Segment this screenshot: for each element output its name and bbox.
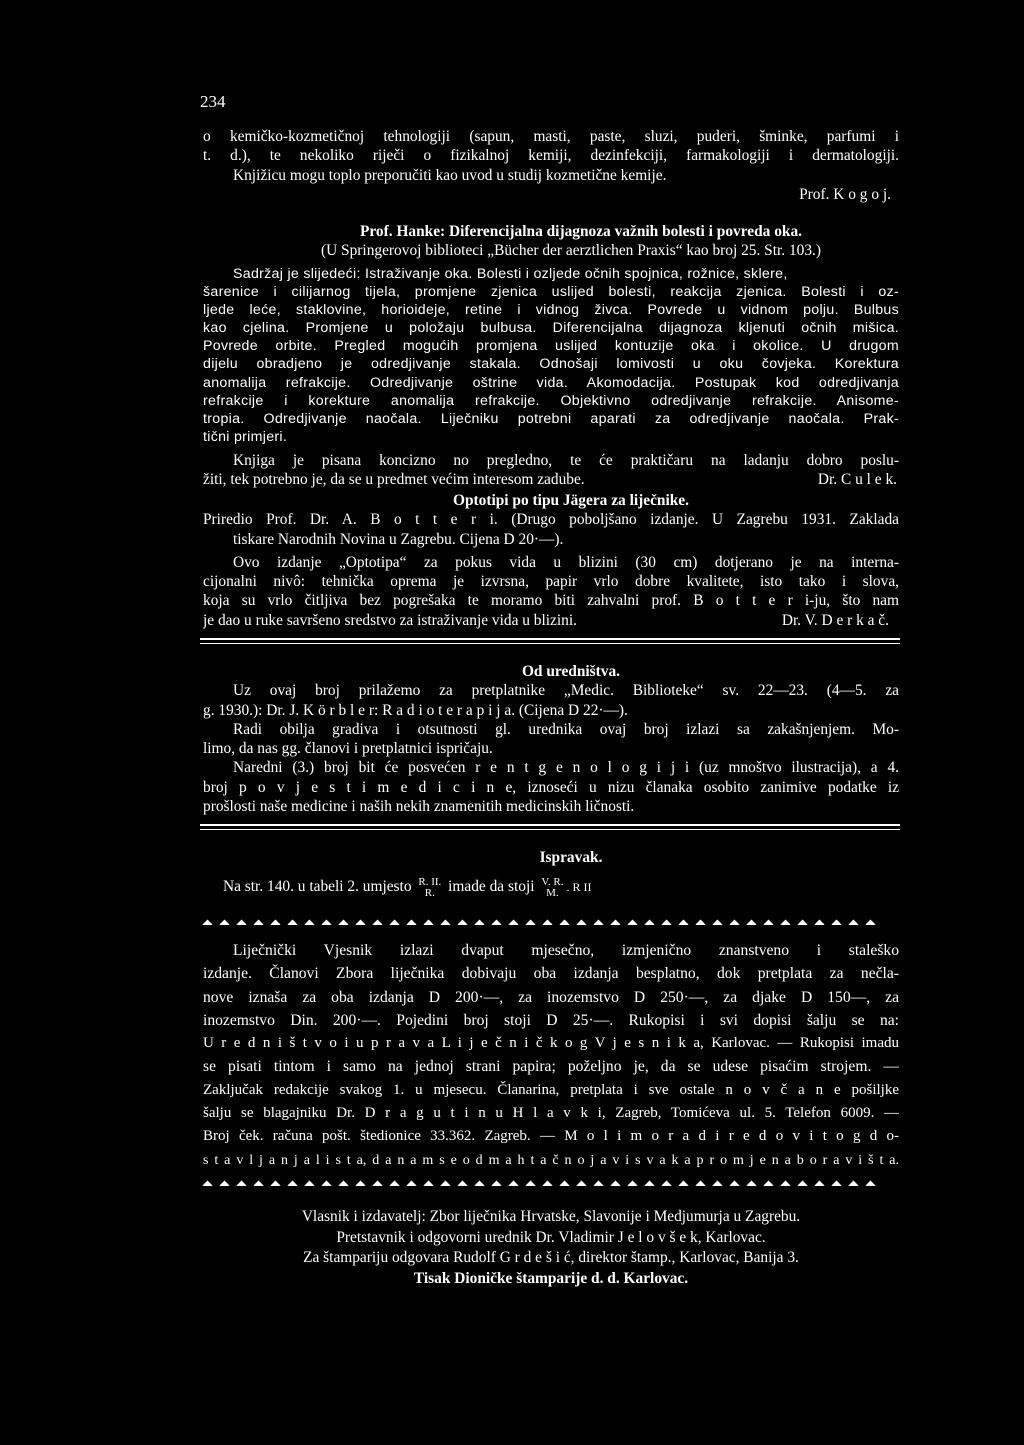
signature: Prof. K o g o j. (799, 185, 891, 203)
correct-value: V. R. M. (541, 875, 564, 899)
review-hanke-body (203, 265, 899, 446)
text-line: tiskare Narodnih Novina u Zagrebu. Cijena D 20·—). (233, 530, 564, 548)
page-number: 234 (200, 92, 226, 111)
imprint (203, 1207, 899, 1289)
review-hanke-closing (203, 451, 899, 490)
text-line: Liječnički Vjesnik izlazi dvaput mjesečno, izmjenično znanstveno i staleško (233, 942, 899, 959)
ornament-divider (200, 1176, 900, 1186)
text-line: anomalija refrakcije. Odredjivanje oštrine vida. Akomodacija. Postupak kod odredjivanja (203, 374, 899, 391)
text-line: Knjiga je pisana koncizno no pregledno, te će praktičaru na ladanju dobro poslu- (233, 452, 899, 469)
text-line: s t a v l j a n j a l i s t a, d a n a m s e o d m a h t a č n o j a v i s v a k a p r o m j e n a b o r a v i š t a. (203, 1152, 899, 1168)
signature: Dr. V. D e r k a č. (781, 611, 889, 629)
text-line: U r e d n i š t v o i u p r a v a L i j e č n i č k o g V j e s n i k a, Karlovac. — Rukopisi imadu (203, 1035, 899, 1052)
review-heading: Optotipi po tipu Jägera za liječnike. (453, 492, 689, 509)
section-heading: Od uredništva. (521, 663, 621, 680)
text-line: tropia. Odredjivanje naočala. Liječniku potrebni aparati za odredjivanje naočala. Prak- (203, 410, 899, 427)
text-line: Vlasnik i izdavatelj: Zbor liječnika Hrvatske, Slavonije i Medjumurja u Zagrebu. (301, 1208, 801, 1225)
erratum-line: Na str. 140. u tabeli 2. umjesto R. II. R. imade da stoji V. R. M. . R II (223, 875, 592, 899)
text-line: je dao u ruke savršeno sredstvo za istraživanje vida u blizini. Dr. V. D e r k a č. (203, 611, 889, 629)
text-line: limo, da nas gg. članovi i pretplatnici ispričaju. (203, 740, 493, 758)
divider (200, 638, 900, 640)
text-line: nove iznaša za oba izdanja D 200·—, za inozemstvo D 250·—, za djake D 150—, za (203, 988, 899, 1006)
review-optotipi (203, 491, 899, 630)
text-line: Naredni (3.) broj bit će posvećen r e n t g e n o l o g i j i (uz mnoštvo ilustracija), a 4. (233, 759, 899, 777)
text-line: g. 1930.): Dr. J. K ö r b l e r: R a d i o t e r a p i j a. (Cijena D 22·—). (203, 701, 628, 719)
divider (200, 824, 900, 826)
text-line: inozemstvo Din. 200·—. Pojedini broj stoji D 25·—. Rukopisi i svi dopisi šalju se na: (203, 1011, 899, 1029)
divider (200, 643, 900, 644)
review-hanke (203, 222, 899, 261)
text-line: Povrede orbite. Pregled mogućih promjena uslijed kontuzije oka i okolice. U drugom (203, 338, 899, 355)
editorial-note (203, 662, 899, 816)
wrong-value: R. II. R. (418, 875, 442, 899)
divider (200, 829, 900, 830)
text-line: Uz ovaj broj prilažemo za pretplatnike „Medic. Biblioteke“ sv. 22—23. (4—5. za (233, 682, 899, 700)
review-heading: Prof. Hanke: Diferencijalna dijagnoza važnih bolesti i povreda oka. (359, 223, 803, 240)
subscription-notice (203, 939, 899, 1172)
text-line: refrakcije i korekture anomalija refrakcije. Objektivno odredjivanje refrakcije. Anisome- (203, 392, 899, 409)
text-line: Ovo izdanje „Optotipa“ za pokus vida u blizini (30 cm) dotjerano je na interna- (233, 553, 899, 571)
text-line: Pretstavnik i odgovorni urednik Dr. Vladimir J e l o v š e k, Karlovac. (336, 1228, 766, 1246)
ornament-divider (200, 915, 900, 925)
text-line: Radi obilja gradiva i otsutnosti gl. urednika ovaj broj izlazi sa zakašnjenjem. Mo- (233, 720, 899, 738)
text-line: Za štampariju odgovara Rudolf G r d e š i ć, direktor štamp., Karlovac, Banija 3. (303, 1249, 799, 1266)
text-line: broj p o v j e s t i m e d i c i n e, iznoseći u nizu članaka osobito zanimive podatke iz (203, 778, 899, 796)
text-line: žiti, tek potrebno je, da se u predmet većim interesom zadube. Dr. C u l e k. (203, 471, 897, 489)
text-line: šalju se blagajniku Dr. D r a g u t i n u H l a v k i, Zagreb, Tomićeva ul. 5. Telefon 6009. — (203, 1105, 899, 1122)
text-line: dijelu obradjeno je odredjivanje stakala. Odnošaji lomivosti u oku čovjeka. Korektura (203, 356, 899, 373)
text-line: ljede leće, staklovine, horioideje, retine i vidnog živca. Povrede u vidnom polju. Bulbus (203, 302, 899, 319)
text-line: izdanje. Članovi Zbora liječnika dobivaju oba izdanja besplatno, dok pretplata za nečla- (203, 965, 899, 983)
text-line: kao cjelina. Promjene u položaju bulbusa. Diferencijalna dijagnoza kljenuti očnih mišica. (203, 320, 899, 337)
text-line: šarenice i cilijarnog tijela, promjene zjenica uslijed bolesti, reakcija zjenica. Bolesti i oz- (203, 284, 899, 301)
text-line: cijonalni nivô: tehnička oprema je izvrsna, papir vrlo dobre kvalitete, isto tako i slova, (203, 573, 899, 591)
text-line: tični primjeri. (203, 428, 288, 445)
review-kozmetika (203, 127, 899, 204)
review-subheading: (U Springerovoj biblioteci „Bücher der aerztlichen Praxis“ kao broj 25. Str. 103.) (320, 242, 822, 260)
text-line: se pisati tintom i samo na jednoj strani papira; poželjno je, da se udese pisaćim strojem. — (203, 1058, 899, 1076)
printer-line: Tisak Dioničke štamparije d. d. Karlovac. (413, 1269, 689, 1287)
text-line: Zaključak redakcije svakog 1. u mjesecu. Članarina, pretplata i sve ostale n o v č a n e pošiljke (203, 1081, 899, 1098)
text-line: t. d.), te nekoliko riječi o fizikalnoj kemiji, dezinfekciji, farmakologiji i dermatologiji. (203, 147, 899, 165)
signature: Dr. C u l e k. (817, 471, 897, 489)
text-line: Priredio Prof. Dr. A. B o t t e r i. (Drugo poboljšano izdanje. U Zagrebu 1931. Zaklada (203, 511, 899, 529)
section-heading: Ispravak. (539, 849, 603, 866)
text-line: Broj ček. računa pošt. štedionice 33.362. Zagreb. — M o l i m o r a d i r e d o v i t o g d o- (203, 1128, 899, 1145)
erratum (203, 848, 899, 899)
text-line: o kemičko-kozmetičnoj tehnologiji (sapun, masti, paste, sluzi, puderi, šminke, parfumi i (203, 128, 899, 145)
text-line: prošlosti naše medicine i naših nekih znamenitih medicinskih ličnosti. (203, 798, 635, 816)
text-line: koja su vrlo čitljiva bez pogrešaka te moramo biti zahvalni prof. B o t t e r i-ju, što nam (203, 592, 899, 610)
text-line: Sadržaj je slijedeći: Istraživanje oka. Bolesti i ozljede očnih spojnica, rožnice, sklere, (233, 266, 788, 282)
text-line: Knjižicu mogu toplo preporučiti kao uvod u studij kozmetične kemije. (233, 166, 667, 184)
